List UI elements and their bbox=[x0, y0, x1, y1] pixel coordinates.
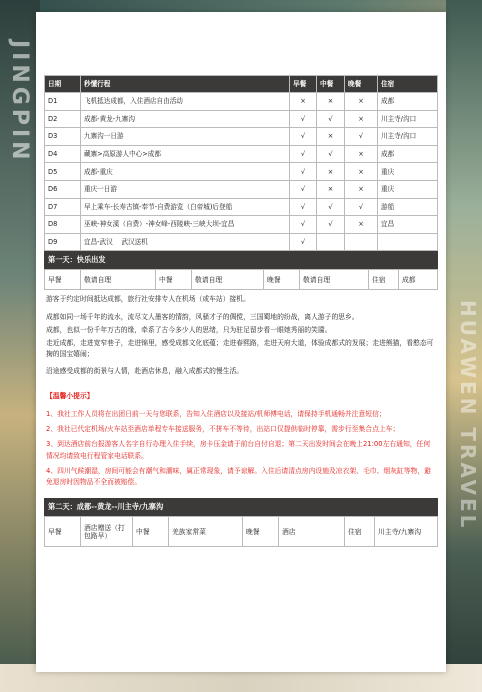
cell-day: D1 bbox=[45, 93, 81, 111]
cell-route: 成都-黄龙-九寨沟 bbox=[81, 110, 290, 128]
stay-value: 成都 bbox=[399, 270, 438, 290]
cell-lunch: × bbox=[317, 93, 345, 111]
cell-route: 早上乘车-长寿古镇-奉节-自费游览（白帝城)后登船 bbox=[81, 198, 290, 216]
lunch-label: 中餐 bbox=[133, 517, 169, 547]
itinerary-content bbox=[44, 75, 438, 547]
lunch-value: 羌族家常菜 bbox=[169, 517, 243, 547]
cell-route: 成都-重庆 bbox=[81, 163, 290, 181]
cell-lunch: √ bbox=[317, 110, 345, 128]
cell-dinner: × bbox=[345, 93, 378, 111]
tip-item: 2、我社已代定机场/火车站至酒店单程专车接送服务，不拼车不等待，出站口仅提供临时停靠，需步行至集合点上车； bbox=[46, 425, 400, 433]
cell-breakfast: √ bbox=[290, 128, 317, 146]
dinner-label: 晚餐 bbox=[264, 270, 300, 290]
day1-paragraph: 沿途感受成都的街景与人情，赴酒店休息，融入成都式的慢生活。 bbox=[46, 367, 244, 376]
cell-day: D6 bbox=[45, 180, 81, 198]
cell-stay: 川主寺/沟口 bbox=[378, 128, 438, 146]
cell-dinner: × bbox=[345, 145, 378, 163]
stay-label: 住宿 bbox=[369, 270, 399, 290]
schedule-row bbox=[45, 198, 438, 216]
schedule-row bbox=[45, 163, 438, 181]
schedule-row bbox=[45, 180, 438, 198]
cell-lunch: √ bbox=[317, 216, 345, 234]
day1-description bbox=[44, 290, 438, 376]
cell-dinner: × bbox=[345, 180, 378, 198]
col-breakfast: 早餐 bbox=[290, 76, 317, 93]
cell-breakfast: √ bbox=[290, 163, 317, 181]
day1-tips bbox=[44, 383, 438, 498]
cell-stay: 重庆 bbox=[378, 180, 438, 198]
tips-title: 【温馨小提示】 bbox=[46, 392, 94, 401]
col-stay: 住宿 bbox=[378, 76, 438, 93]
cell-dinner: × bbox=[345, 110, 378, 128]
cell-day: D2 bbox=[45, 110, 81, 128]
cell-breakfast: × bbox=[290, 93, 317, 111]
breakfast-label: 早餐 bbox=[45, 270, 81, 290]
schedule-table bbox=[44, 75, 438, 251]
cell-stay: 川主寺/沟口 bbox=[378, 110, 438, 128]
cell-breakfast: √ bbox=[290, 110, 317, 128]
col-lunch: 中餐 bbox=[317, 76, 345, 93]
cell-route: 飞机抵达成都，入住酒店自由活动 bbox=[81, 93, 290, 111]
col-dinner: 晚餐 bbox=[345, 76, 378, 93]
cell-dinner: √ bbox=[345, 128, 378, 146]
cell-day: D7 bbox=[45, 198, 81, 216]
cell-lunch: × bbox=[317, 163, 345, 181]
cell-dinner bbox=[345, 233, 378, 251]
watermark-right: HUAWEN TRAVEL bbox=[456, 300, 480, 531]
cell-route: 巫峡-神女溪（自费）-神女峰-西陵峡-三峡大坝-宜昌 bbox=[81, 216, 290, 234]
cell-lunch: √ bbox=[317, 145, 345, 163]
cell-day: D8 bbox=[45, 216, 81, 234]
cell-dinner: × bbox=[345, 216, 378, 234]
schedule-row bbox=[45, 128, 438, 146]
cell-stay: 游船 bbox=[378, 198, 438, 216]
cell-route: 宜昌-武汉 武汉送机 bbox=[81, 233, 290, 251]
cell-route: 九寨沟一日游 bbox=[81, 128, 290, 146]
cell-breakfast: √ bbox=[290, 216, 317, 234]
day1-paragraph: 成都如同一场千年的流水，流尽文人墨客的情韵，风骚才子的倜傥，三国蜀地的纷战，离人游子的思乡。 bbox=[46, 312, 359, 321]
day1-paragraph: 游客于约定时间抵达成都，旅行社安排专人在机场（或车站）接机。 bbox=[46, 295, 250, 304]
tip-item: 3、到达酒店前台报游客人名字自行办理入住手续，房卡压金请于前台自付自退；第二天出发时间会在晚上21:00左右通知，任何情况均请致电行程管家电话联系。 bbox=[46, 440, 431, 460]
schedule-row bbox=[45, 93, 438, 111]
dinner-label: 晚餐 bbox=[243, 517, 279, 547]
breakfast-value: 酒店赠送（打包路早） bbox=[81, 517, 133, 547]
col-route: 秒懂行程 bbox=[81, 76, 290, 93]
cell-lunch: × bbox=[317, 128, 345, 146]
cell-breakfast: √ bbox=[290, 198, 317, 216]
schedule-row bbox=[45, 145, 438, 163]
schedule-row bbox=[45, 233, 438, 251]
cell-lunch: √ bbox=[317, 198, 345, 216]
dinner-value: 酒店 bbox=[279, 517, 345, 547]
cell-breakfast: √ bbox=[290, 180, 317, 198]
cell-stay: 宜昌 bbox=[378, 216, 438, 234]
cell-day: D5 bbox=[45, 163, 81, 181]
schedule-row bbox=[45, 216, 438, 234]
cell-stay bbox=[378, 233, 438, 251]
cell-dinner: × bbox=[345, 163, 378, 181]
stay-label: 住宿 bbox=[345, 517, 375, 547]
cell-day: D9 bbox=[45, 233, 81, 251]
cell-stay: 成都 bbox=[378, 93, 438, 111]
tip-item: 1、我社工作人员将在出团日前一天与您联系，告知入住酒店以及接站/机师傅电话，请保持手机通畅并注意短信； bbox=[46, 409, 386, 418]
schedule-header-row bbox=[45, 76, 438, 93]
tip-item: 4、四川气候潮湿，房间可能会有潮气和潮味，属正常现象，请予谅解。入住后请清点房内设施及凉衣架、毛巾、烟灰缸等物，避免退房时因物品不全而被赔偿。 bbox=[46, 466, 431, 487]
day1-title: 第一天：快乐出发 bbox=[44, 251, 438, 269]
day2-meals-row bbox=[45, 517, 438, 547]
day1-meals-table bbox=[44, 269, 438, 290]
cell-dinner: √ bbox=[345, 198, 378, 216]
cell-day: D4 bbox=[45, 145, 81, 163]
cell-route: 藏寨>高原游人中心>成都 bbox=[81, 145, 290, 163]
schedule-row bbox=[45, 110, 438, 128]
cell-breakfast: √ bbox=[290, 145, 317, 163]
cell-day: D3 bbox=[45, 128, 81, 146]
cell-stay: 重庆 bbox=[378, 163, 438, 181]
lunch-label: 中餐 bbox=[156, 270, 192, 290]
watermark-left: JINGPIN bbox=[7, 40, 32, 164]
day1-paragraph: 走近成都，走进宽窄巷子，走进锦里，感受成都文化底蕴；走进春熙路，走进天府大道，体验成都式的发展；走进熊猫，看憨态可掬的国宝嬉闹； bbox=[46, 339, 434, 358]
itinerary-page bbox=[36, 12, 446, 672]
day1-paragraph: 成都，也似一份千年万古的缘，牵系了古今多少人的思绪，只为驻足留步看一眼她秀丽的笑靥。 bbox=[46, 326, 332, 335]
dinner-value: 敬请自理 bbox=[300, 270, 369, 290]
breakfast-label: 早餐 bbox=[45, 517, 81, 547]
cell-route: 重庆一日游 bbox=[81, 180, 290, 198]
day2-meals-table bbox=[44, 516, 438, 547]
day1-meals-row bbox=[45, 270, 438, 290]
cell-lunch: × bbox=[317, 180, 345, 198]
cell-lunch bbox=[317, 233, 345, 251]
stay-value: 川主寺/九寨沟 bbox=[375, 517, 438, 547]
lunch-value: 敬请自理 bbox=[192, 270, 264, 290]
cell-breakfast: √ bbox=[290, 233, 317, 251]
breakfast-value: 敬请自理 bbox=[81, 270, 156, 290]
day2-title: 第二天：成都--黄龙--川主寺/九寨沟 bbox=[44, 498, 438, 516]
cell-stay: 成都 bbox=[378, 145, 438, 163]
col-date: 日期 bbox=[45, 76, 81, 93]
